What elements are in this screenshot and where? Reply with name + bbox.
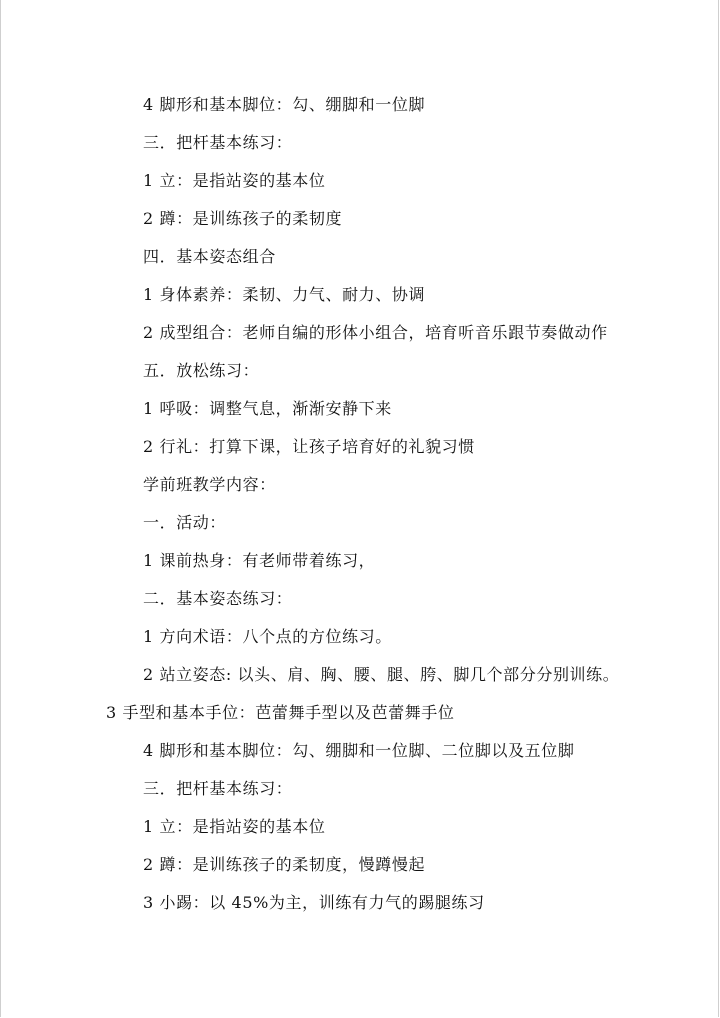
section-heading: 三．把杆基本练习： bbox=[143, 779, 293, 798]
text-line: 2 行礼：打算下课，让孩子培育好的礼貌习惯 bbox=[143, 437, 475, 456]
text-line: 2 蹲：是训练孩子的柔韧度，慢蹲慢起 bbox=[143, 855, 426, 874]
text-line: 2 成型组合：老师自编的形体小组合，培育听音乐跟节奏做动作 bbox=[143, 323, 608, 342]
section-heading: 四．基本姿态组合 bbox=[143, 247, 276, 266]
text-line: 1 呼吸：调整气息，渐渐安静下来 bbox=[143, 399, 392, 418]
text-line: 3 小踢：以 45%为主，训练有力气的踢腿练习 bbox=[143, 893, 485, 912]
section-heading: 三．把杆基本练习： bbox=[143, 133, 293, 152]
text-line: 1 课前热身：有老师带着练习， bbox=[143, 551, 376, 570]
text-line: 1 立：是指站姿的基本位 bbox=[143, 171, 326, 190]
text-line: 1 方向术语：八个点的方位练习。 bbox=[143, 627, 392, 646]
text-line: 1 立：是指站姿的基本位 bbox=[143, 817, 326, 836]
text-line: 4 脚形和基本脚位：勾、绷脚和一位脚、二位脚以及五位脚 bbox=[143, 741, 575, 760]
text-line: 2 站立姿态: 以头、肩、胸、腰、腿、胯、脚几个部分分别训练。 bbox=[143, 665, 620, 684]
text-line: 4 脚形和基本脚位：勾、绷脚和一位脚 bbox=[143, 95, 426, 114]
text-line: 2 蹲：是训练孩子的柔韧度 bbox=[143, 209, 343, 228]
section-heading: 五．放松练习： bbox=[143, 361, 260, 380]
text-line: 1 身体素养：柔韧、力气、耐力、协调 bbox=[143, 285, 426, 304]
section-heading: 一．活动： bbox=[143, 513, 227, 532]
section-title: 学前班教学内容： bbox=[143, 475, 276, 494]
section-heading: 二．基本姿态练习： bbox=[143, 589, 293, 608]
text-line: 3 手型和基本手位：芭蕾舞手型以及芭蕾舞手位 bbox=[106, 703, 455, 722]
